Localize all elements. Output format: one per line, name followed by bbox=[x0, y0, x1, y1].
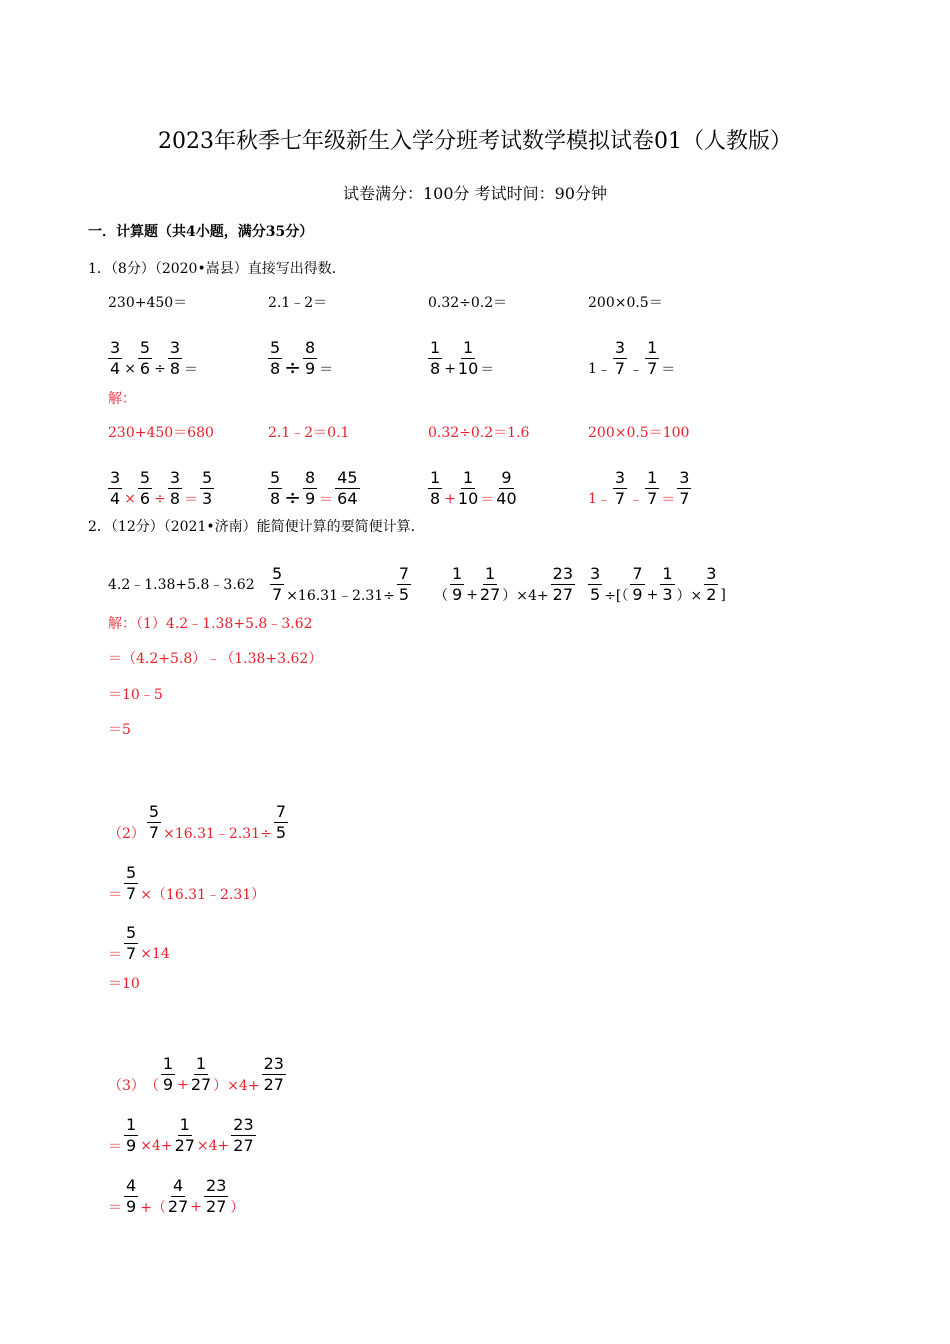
q1-item-2: 2.1﹣2＝ bbox=[268, 295, 328, 311]
q2-item-1: 4.2﹣1.38+5.8﹣3.62 bbox=[108, 577, 255, 593]
q1-item-8: 1 ﹣ 3 7 ﹣ 1 7 ＝ bbox=[588, 338, 676, 378]
q2-item-2: $\frac{5}{7}$ ×16.31﹣2.31÷ $\frac{7}{5}$ bbox=[272, 564, 410, 604]
q1-answer-2: 2.1﹣2＝0.1 bbox=[268, 425, 350, 441]
q2-solution-2-line-2: ＝ $\frac{5}{7}$ ×（16.31﹣2.31） bbox=[108, 863, 266, 903]
q2-solution-3-line-2: ＝ $\frac{1}{9}$ ×4+ $\frac{1}{27}$ ×4+ $\frac{23}{27}$ bbox=[108, 1115, 254, 1155]
question-1-stem: 1．（8分）（2020•嵩县）直接写出得数． bbox=[88, 261, 346, 277]
q1-answer-7: 1 8 + $\frac{1}{10}$ ＝ 9 40 bbox=[430, 468, 517, 508]
q2-solution-1-line-1: 解：（1）4.2﹣1.38+5.8﹣3.62 bbox=[108, 616, 313, 632]
question-2-stem: 2．（12分）（2021•济南）能简便计算的要简便计算． bbox=[88, 519, 425, 535]
q1-item-1: 230+450＝ bbox=[108, 295, 188, 311]
q1-solution-label: 解： bbox=[108, 391, 136, 407]
q2-solution-2-line-3: ＝ $\frac{5}{7}$ ×14 bbox=[108, 923, 170, 963]
q1-item-7: 1 8 + $\frac{1}{10}$ ＝ bbox=[430, 338, 495, 378]
q2-item-4: $\frac{3}{5}$ ÷[（ 7 9 + $\frac{1}{3}$ ）× $\frac{3}{2}$ ] bbox=[590, 564, 726, 604]
q2-solution-2-line-1: （2） $\frac{5}{7}$ ×16.31﹣2.31÷ $\frac{7}{5}$ bbox=[108, 802, 287, 842]
q2-solution-3-line-3: ＝ 4 9 +（ 4 27 + $\frac{23}{27}$ ） bbox=[108, 1176, 245, 1216]
q2-solution-1-line-2: ＝（4.2+5.8）﹣（1.38+3.62） bbox=[108, 651, 323, 667]
q1-item-4: 200×0.5＝ bbox=[588, 295, 663, 311]
q1-answer-4: 200×0.5＝100 bbox=[588, 425, 690, 441]
q1-item-3: 0.32÷0.2＝ bbox=[428, 295, 508, 311]
q1-answer-5: $\frac{3}{4}$ × $\frac{5}{6}$ ÷ $\frac{3}{8}$ ＝ 5 3 bbox=[110, 468, 213, 508]
q2-item-3: （ 1 9 + $\frac{1}{27}$ ）×4+ $\frac{23}{27}$ bbox=[434, 564, 574, 604]
q2-solution-1-line-3: ＝10﹣5 bbox=[108, 687, 163, 703]
q1-answer-8: 1 ﹣ 3 7 ﹣ 1 7 ＝ 3 7 bbox=[588, 468, 690, 508]
q1-item-5: $\frac{3}{4}$ × $\frac{5}{6}$ ÷ $\frac{3}{8}$ ＝ bbox=[110, 338, 199, 378]
q1-answer-3: 0.32÷0.2＝1.6 bbox=[428, 425, 530, 441]
q1-answer-6: $\frac{5}{8}$ ÷ $\frac{8}{9}$ ＝ 45 64 bbox=[270, 468, 358, 509]
q2-solution-1-line-4: ＝5 bbox=[108, 722, 131, 738]
page-title: 2023年秋季七年级新生入学分班考试数学模拟试卷01（人教版） bbox=[158, 129, 792, 154]
section-heading: 一．计算题（共4小题，满分35分） bbox=[88, 224, 314, 240]
q2-solution-2-line-4: ＝10 bbox=[108, 976, 140, 992]
q2-solution-3-line-1: （3） （ 1 9 + $\frac{1}{27}$ ）×4+ $\frac{23}{27}$ bbox=[108, 1054, 284, 1094]
q1-item-6: $\frac{5}{8}$ ÷ $\frac{8}{9}$ ＝ bbox=[270, 338, 334, 379]
exam-info: 试卷满分：100分 考试时间：90分钟 bbox=[343, 184, 607, 203]
q1-answer-1: 230+450＝680 bbox=[108, 425, 214, 441]
